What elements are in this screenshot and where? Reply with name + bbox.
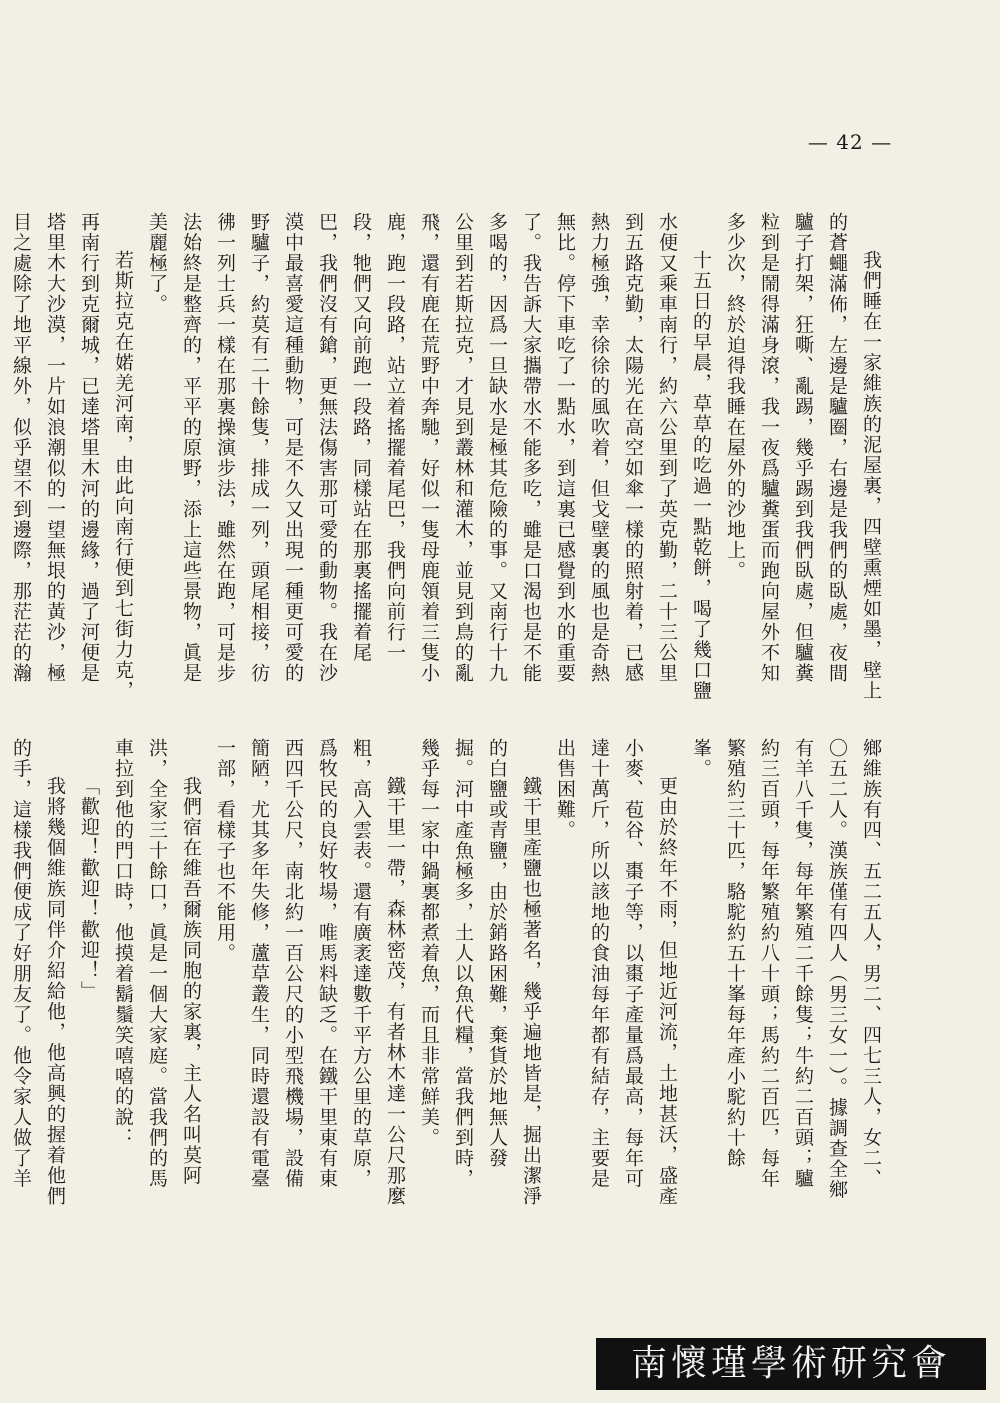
paragraph: 鄉維族有四、五二五人，男二、四七三人，女二、〇五二人。漢族僅有四人（男三女一）。據調查全鄉有羊八千隻，每年繁殖二千餘隻；牛約二百頭；驢約三百頭，每年繁殖約八十頭；馬約二百匹，每年繁殖約三十匹，駱駝約五十峯每年產小駝約十餘峯。: [690, 738, 882, 1200]
paragraph: 我將幾個維族同伴介紹給他，他高興的握着他們的手，這樣我們便成了好朋友了。他令家人做了羊: [10, 738, 66, 1207]
bottom-text-block: [10, 738, 888, 1208]
paragraph: 十五日的早晨，草草的吃過一點乾餅，喝了幾口鹽水便又乘車南行，約六公里到了英克勤，二十三公里到五路克勤，太陽光在高空如傘一樣的照射着，已感熱力極強，幸徐徐的風吹着，但戈壁裏的風也是奇熱無比。停下車吃了一點水，到這裏已感覺到水的重要了。我告訴大家攜帶水不能多吃，雖是口渴也是不能多喝的，因爲一旦缺水是極其危險的事。又南行十九公里到若斯拉克，才見到叢林和灌木，並見到鳥的亂飛，還有鹿在荒野中奔馳，好似一隻母鹿領着三隻小鹿，跑一段路，站立着搖擺着尾巴，我們向前行一段，牠們又向前跑一段路，同樣站在那裏搖擺着尾巴，我們沒有鎗，更無法傷害那可愛的動物。我在沙漠中最喜愛這種動物，可是不久又出現一種更可愛的野驢子，約莫有二十餘隻，排成一列，頭尾相接，彷彿一列士兵一樣在那裏操演步法，雖然在跑，可是步法始終是整齊的，平平的原野，添上這些景物，眞是美麗極了。: [146, 212, 712, 701]
paragraph: 若斯拉克在婼羌河南，由此向南行便到七街力克，再南行到克爾城，已達塔里木河的邊緣，過了河便是塔里木大沙漠，一片如浪潮似的一望無垠的黃沙，極目之處除了地平線外，似乎望不到邊際，那茫茫的瀚: [10, 212, 134, 701]
paragraph: 更由於終年不雨，但地近河流，土地甚沃，盛產小麥、苞谷、棗子等，以棗子產量爲最高，每年可達十萬斤，所以該地的食油每年都有結存，主要是出售困難。: [554, 738, 678, 1207]
quote-paragraph: 「歡迎！歡迎！歡迎！」: [78, 776, 100, 1002]
watermark-banner: 南懷瑾學術研究會: [596, 1338, 986, 1390]
paragraph: 我們睡在一家維族的泥屋裏，四壁熏煙如墨，壁上的蒼蠅滿佈，左邊是驢圈，右邊是我們的臥處，夜間驢子打架，狂嘶、亂踢，幾乎踢到我們臥處，但驢糞粒到是鬧得滿身滾，我一夜爲驢糞蛋而跑向屋外不知多少次，終於迫得我睡在屋外的沙地上。: [724, 212, 882, 701]
paragraph: 我們宿在維吾爾族同胞的家裏，主人名叫莫阿洪，全家三十餘口，眞是一個大家庭。當我們的馬車拉到他的門口時，他摸着鬍鬚笑嘻嘻的說：: [112, 738, 202, 1189]
paragraph: 鐵干里一帶，森林密茂，有者林木達一公尺那麼粗，高入雲表。還有廣袤達數千平方公里的草原，爲牧民的良好牧場，唯馬料缺乏。在鐵干里東有東西四千公尺，南北約一百公尺的小型飛機場，設備簡陋，尤其多年失修，蘆草叢生，同時還設有電臺一部，看樣子也不能用。: [214, 738, 406, 1207]
top-text-block: [10, 212, 888, 702]
page-number: — 42 —: [807, 130, 893, 154]
paragraph: 鐵干里產鹽也極著名，幾乎遍地皆是，掘出潔淨的白鹽或青鹽，由於銷路困難，棄貨於地無人發掘。河中產魚極多，土人以魚代糧，當我們到時，幾乎每一家中鍋裏都煮着魚，而且非常鮮美。: [418, 738, 542, 1207]
